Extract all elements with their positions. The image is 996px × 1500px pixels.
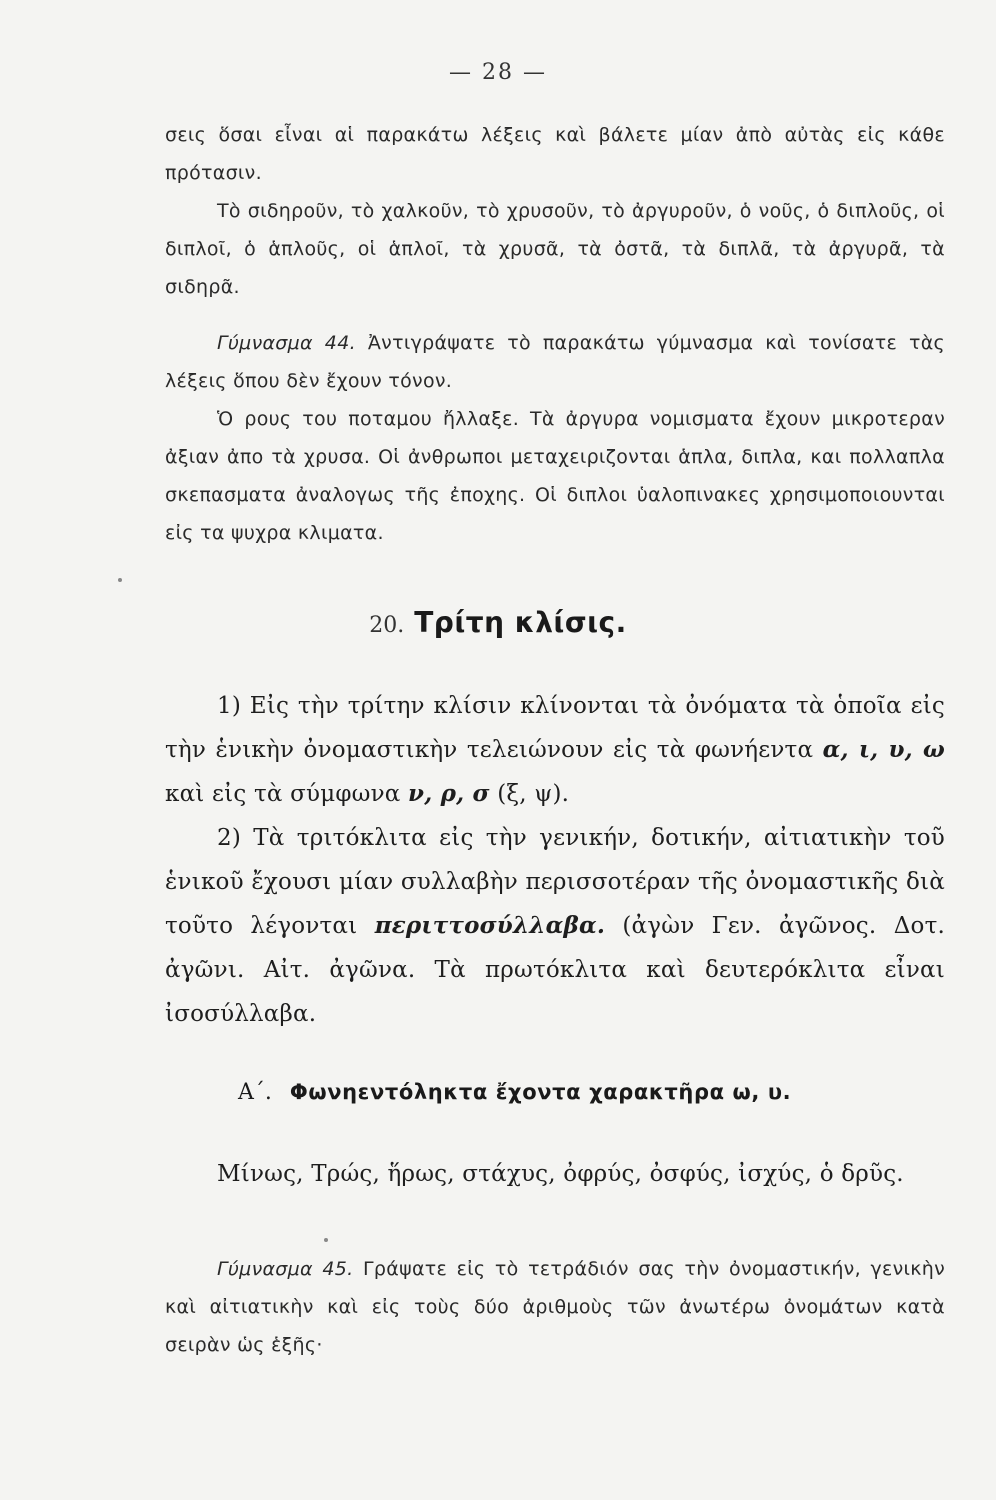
- rule-1-consonants: ν, ρ, σ: [408, 780, 490, 807]
- intro-text: σεις ὅσαι εἶναι αἱ παρακάτω λέξεις καὶ βάλετε μίαν ἀπὸ αὐτὰς εἰς κάθε πρότασιν.: [165, 124, 945, 184]
- examples-paragraph: [165, 1152, 945, 1196]
- exercise-44-body-text: Ὁ ρους του ποταμου ἤλλαξε. Τὰ ἀργυρα νομισματα ἔχουν μικροτεραν ἀξιαν ἀπο τὰ χρυσα. Οἱ ἀνθρωποι μεταχειριζονται ἁπλα, διπλα, και πολλαπλα σκεπασματα ἀναλογως τῆς ἐποχης. Οἱ διπλοι ὑαλοπινακες χρησιμοποιουνται εἰς τα ψυχρα κλιματα.: [165, 408, 945, 544]
- paragraph-word-list: [165, 192, 945, 306]
- rule-1-text-c: (ξ, ψ).: [489, 781, 570, 807]
- subsection-letter: Α΄.: [238, 1080, 272, 1105]
- exercise-44: [165, 324, 945, 400]
- section-number: 20.: [369, 613, 405, 638]
- paragraph-intro: [165, 116, 945, 192]
- exercise-45: [165, 1250, 945, 1364]
- page-number: — 28 —: [449, 60, 547, 85]
- section-title: Τρίτη κλίσις.: [414, 606, 627, 639]
- subsection-heading: [238, 1080, 938, 1105]
- exercise-45-instruction: Γράψατε εἰς τὸ τετράδιόν σας τὴν ὀνομαστικήν, γενικὴν καὶ αἰτιατικὴν καὶ εἰς τοὺς δύο ἀριθμοὺς τῶν ἀνωτέρω ὀνομάτων κατὰ σειρὰν ὡς ἑξῆς·: [165, 1258, 945, 1356]
- rule-2-term: περιττοσύλλαβα.: [374, 912, 606, 939]
- rule-2-text-a: 2) Τὰ τριτόκλιτα εἰς τὴν γενικήν, δοτικήν, αἰτιατικὴν τοῦ ἑνικοῦ ἔχουσι μίαν συλλαβὴν περισσοτέραν τῆς ὀνομαστικῆς διὰ τοῦτο λέγονται: [165, 825, 945, 939]
- subsection-title: Φωνηεντόληκτα ἔχοντα χαρακτῆρα ω, υ.: [289, 1080, 792, 1104]
- word-list-text: Τὸ σιδηροῦν, τὸ χαλκοῦν, τὸ χρυσοῦν, τὸ ἀργυροῦν, ὁ νοῦς, ὁ διπλοῦς, οἱ διπλοῖ, ὁ ἁπλοῦς, οἱ ἁπλοῖ, τὰ χρυσᾶ, τὰ ὀστᾶ, τὰ διπλᾶ, τὰ ἀργυρᾶ, τὰ σιδηρᾶ.: [165, 200, 945, 298]
- exercise-44-label: Γύμνασμα 44.: [217, 332, 356, 354]
- rule-1-text-a: 1) Εἰς τὴν τρίτην κλίσιν κλίνονται τὰ ὀνόματα τὰ ὁποῖα εἰς τὴν ἑνικὴν ὀνομαστικὴν τελειώνουν εἰς τὰ φωνήεντα: [165, 693, 945, 763]
- section-heading: [0, 606, 996, 639]
- rule-2-text-b: (ἀγὼν Γεν. ἀγῶνος. Δοτ. ἀγῶνι. Αἰτ. ἀγῶνα. Τὰ πρωτόκλιτα καὶ δευτερόκλιτα εἶναι ἰσοσύλλαβα.: [165, 913, 946, 1027]
- rule-1: [165, 684, 945, 816]
- exercise-45-label: Γύμνασμα 45.: [217, 1258, 354, 1280]
- exercise-44-body: [165, 400, 945, 552]
- paper-speck: [324, 1238, 328, 1242]
- rule-1-text-b: καὶ εἰς τὰ σύμφωνα: [165, 781, 409, 807]
- exercise-44-instruction: Ἀντιγράψατε τὸ παρακάτω γύμνασμα καὶ τονίσατε τὰς λέξεις ὅπου δὲν ἔχουν τόνον.: [165, 332, 945, 392]
- paper-speck: [118, 578, 122, 582]
- rule-2: [165, 816, 945, 1036]
- examples-text: Μίνως, Τρώς, ἥρως, στάχυς, ὀφρύς, ὀσφύς, ἰσχύς, ὁ δρῦς.: [217, 1161, 904, 1187]
- rule-1-vowels: α, ι, υ, ω: [822, 736, 946, 763]
